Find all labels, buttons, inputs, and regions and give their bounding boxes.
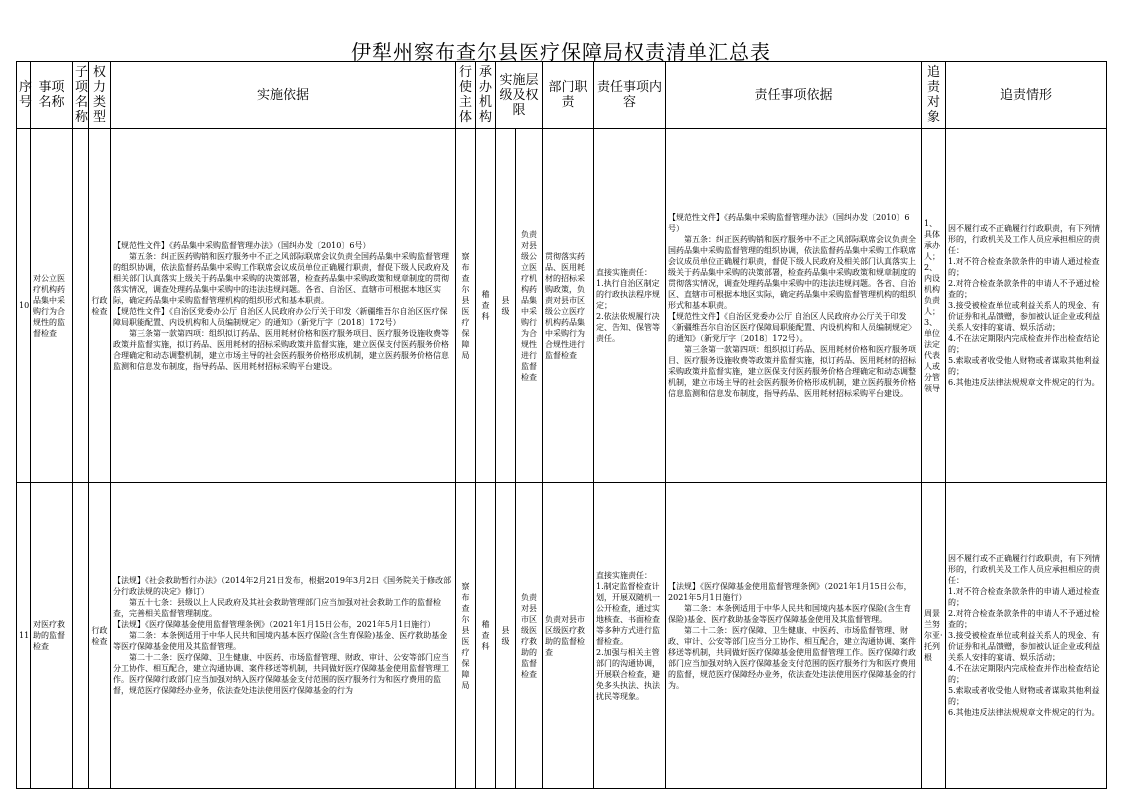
cell-seq: 10 bbox=[17, 129, 31, 483]
basis-ref: 【规范性文件】《自治区党委办公厅 自治区人民政府办公厅关于印发〈新疆维吾尔自治区医疗保障局职能配置、内设机构和人员编制规定〉的通知》（新党厅字〔2018〕172号） bbox=[113, 306, 448, 327]
cell-resp-content bbox=[594, 129, 666, 483]
basis-paragraph: 第二十二条：医疗保障、卫生健康、中医药、市场监督管理、财政、审计、公安等部门应当分工协作、相互配合，建立沟通协调、案件移送等机制，共同做好医疗保障基金使用监督管理工作。医疗保障行政部门应当加强对纳入医疗保障基金支付范围的医疗服务行为和医疗费用的监督，规范医疗保障经办业务，依法查处违法使用医疗保障基金的行为 bbox=[113, 653, 449, 695]
cell-sub-item bbox=[73, 129, 89, 483]
cell-acc-situation bbox=[946, 129, 1107, 483]
header-acc-situation: 追责情形 bbox=[946, 62, 1107, 129]
cell-item-name: 对医疗救助的监督检查 bbox=[31, 483, 73, 789]
cell-power-type: 行政检查 bbox=[89, 483, 111, 789]
basis-ref: 【规范性文件】《自治区党委办公厅 自治区人民政府办公厅关于印发〈新疆维吾尔自治区医疗保障局职能配置、内设机构和人员编制规定〉的通知》（新党厅字〔2018〕172号）。 bbox=[668, 312, 917, 343]
list-item: 2.加强与相关主管部门的沟通协调，开展联合检查，避免多头执法、执法扰民等现象。 bbox=[596, 647, 661, 701]
header-power-type: 权力类型 bbox=[89, 62, 111, 129]
page-title: 伊犁州察布查尔县医疗保障局权责清单汇总表 bbox=[351, 40, 771, 64]
table-header-row bbox=[17, 62, 1107, 129]
cell-acc-target: 1、具体承办人；2、内设机构负责人；3、单位法定代表人或分管领导 bbox=[922, 129, 946, 483]
header-subject: 行使主体 bbox=[456, 62, 476, 129]
list-item: 直接实施责任： bbox=[596, 268, 653, 277]
header-basis: 实施依据 bbox=[111, 62, 456, 129]
basis-ref: 【法规】《医疗保障基金使用监督管理条例》（2021年1月15日公布，2021年5月1日施行） bbox=[113, 620, 436, 629]
basis-ref: 【法规】《社会救助暂行办法》（2014年2月21日发布，根据2019年3月2日《国务院关于修改部分行政法规的决定》修订） bbox=[113, 576, 452, 596]
list-item: 2.对符合检查条款条件的申请人不予通过检查的； bbox=[948, 279, 1100, 299]
cell-dept-duty: 贯彻落实药品、医用耗材的招标采购政策，负责对县市区级公立医疗机构药品集中采购行为合规性进行监督检查 bbox=[543, 129, 594, 483]
cell-level-b: 负责对县级公立医疗机构药品集中采购行为合规性进行监督检查 bbox=[516, 129, 543, 483]
list-item: 直接实施责任： bbox=[596, 570, 653, 580]
list-item: 5.索取或者收受他人财物或者谋取其他利益的； bbox=[948, 686, 1100, 706]
cell-subject: 察布查尔县医疗保障局 bbox=[456, 129, 476, 483]
list-item: 1.制定监督检查计划，开展双随机一公开检查，通过实地核查、书面检查等多种方式进行监督检查。 bbox=[596, 581, 661, 646]
header-seq: 序号 bbox=[17, 62, 31, 129]
responsibility-table bbox=[16, 61, 1107, 789]
cell-sub-item bbox=[73, 483, 89, 789]
list-item: 2.依法依规履行决定、告知、保管等责任。 bbox=[596, 312, 661, 343]
cell-basis bbox=[111, 483, 456, 789]
list-item: 1.对不符合检查条款条件的申请人通过检查的； bbox=[948, 257, 1100, 277]
cell-seq: 11 bbox=[17, 483, 31, 789]
cell-level-a: 县级 bbox=[496, 483, 516, 789]
header-dept-duty: 部门职责 bbox=[543, 62, 594, 129]
cell-resp-basis bbox=[666, 129, 922, 483]
list-item: 6.其他违反法律法规规章文件规定的行为。 bbox=[948, 378, 1100, 387]
list-item: 3.接受被检查单位或利益关系人的现金、有价证券和礼品馈赠，参加被认证企业或利益关系人安排的宴请、娱乐活动； bbox=[948, 631, 1101, 662]
cell-resp-basis bbox=[666, 483, 922, 789]
table-row bbox=[17, 129, 1107, 483]
cell-resp-content bbox=[594, 483, 666, 789]
header-resp-content: 责任事项内容 bbox=[594, 62, 666, 129]
basis-paragraph: 第三条第一款第四项：组织拟订药品、医用耗材价格和医疗服务项目、医疗服务设施收费等政策并监督实施，拟订药品、医用耗材的招标采购政策并监督实施，建立医保支付医药服务价格合理确定和动态调整机制，建立市场主导的社会医药服务价格形成机制，建立医药服务价格信息监测和信息发布制度，指导药品、医用耗材招标采购平台建设。 bbox=[113, 328, 449, 371]
list-item: 1.执行自治区制定的行政执法程序规定； bbox=[596, 279, 661, 310]
list-item: 4.不在法定期限内完成检查并作出检查结论的； bbox=[948, 664, 1100, 684]
basis-paragraph: 第三条第一款第四项：组织拟订药品、医用耗材价格和医疗服务项目、医疗服务设施收费等政策并监督实施，拟订药品、医用耗材的招标采购政策并监督实施，建立医保支付医药服务价格合理确定和动态调整机制，建立市场主导的社会医药服务价格形成机制，建立医药服务价格信息监测和信息发布制度，指导药品、医用耗材招标采购平台建设。 bbox=[668, 345, 917, 398]
list-item: 2.对符合检查条款条件的申请人不予通过检查的； bbox=[948, 609, 1100, 629]
header-agency: 承办机构 bbox=[476, 62, 496, 129]
header-level: 实施层级及权限 bbox=[496, 62, 543, 129]
list-item: 5.索取或者收受他人财物或者谋取其他利益的； bbox=[948, 356, 1100, 376]
basis-paragraph: 第五十七条：县级以上人民政府及其社会救助管理部门应当加强对社会救助工作的监督检查，完善相关监督管理制度。 bbox=[113, 598, 441, 618]
list-item: 3.接受被检查单位或利益关系人的现金、有价证券和礼品馈赠，参加被认证企业或利益关系人安排的宴请、娱乐活动； bbox=[948, 301, 1101, 332]
basis-paragraph: 第二十二条：医疗保障、卫生健康、中医药、市场监督管理、财政、审计、公安等部门应当分工协作、相互配合，建立沟通协调、案件移送等机制，共同做好医疗保障基金使用监督管理工作。医疗保障行政部门应当加强对纳入医疗保障基金支付范围的医疗服务行为和医疗费用的监督，规范医疗保障经办业务，依法查处违法使用医疗保障基金的行为。 bbox=[668, 625, 917, 690]
cell-level-a: 县级 bbox=[496, 129, 516, 483]
basis-ref: 【法规】《医疗保障基金使用监督管理条例》（2021年1月15日公布，2021年5月1日施行） bbox=[668, 581, 912, 602]
header-acc-target: 追责对象 bbox=[922, 62, 946, 129]
basis-paragraph: 第二条：本条例适用于中华人民共和国境内基本医疗保险(含生育保险)基金、医疗救助基金等医疗保障基金使用及其监督管理。 bbox=[113, 631, 448, 651]
basis-ref: 【规范性文件】《药品集中采购监督管理办法》（国纠办发〔2010〕6号） bbox=[668, 213, 910, 233]
list-item: 6.其他违反法律法规规章文件规定的行为。 bbox=[948, 708, 1100, 717]
basis-paragraph: 第二条：本条例适用于中华人民共和国境内基本医疗保险(含生育保险)基金、医疗救助基金等医疗保障基金使用及其监督管理。 bbox=[668, 603, 912, 624]
basis-paragraph: 第五条：纠正医药购销和医疗服务中不正之风部际联席会议负责全国药品集中采购监督管理的组织协调，依法监督药品集中采购工作联席会议成员单位正确履行职责，督促下级人民政府及相关部门认真落实上级关于药品集中采购的决策部署，检查药品集中采购政策和规章制度的贯彻落实情况，调查处理药品集中采购中的违法违规问题。各省、自治区、直辖市可根据本地区实际，确定药品集中采购监督管理机构的组织形式和基本职责。 bbox=[668, 235, 917, 310]
list-item: 因不履行或不正确履行行政职责，有下列情形的，行政机关及工作人员应承担相应的责任： bbox=[948, 554, 1101, 585]
header-sub-item: 子项名称 bbox=[73, 62, 89, 129]
list-item: 4.不在法定期限内完成检查并作出检查结论的； bbox=[948, 334, 1100, 354]
list-item: 因不履行或不正确履行行政职责，有下列情形的，行政机关及工作人员应承担相应的责任： bbox=[948, 224, 1101, 255]
cell-acc-target: 周景兰努尔亚·托列根 bbox=[922, 483, 946, 789]
cell-item-name: 对公立医疗机构药品集中采购行为合规性的监督检查 bbox=[31, 129, 73, 483]
cell-agency: 稽查科 bbox=[476, 483, 496, 789]
basis-paragraph: 第五条：纠正医药购销和医疗服务中不正之风部际联席会议负责全国药品集中采购监督管理的组织协调，依法监督药品集中采购工作联席会议成员单位正确履行职责，督促下级人民政府及相关部门认真落实上级关于药品集中采购的决策部署，检查药品集中采购政策和规章制度的贯彻落实情况，调查处理药品集中采购中的违法违规问题。各省、自治区、直辖市可根据本地区实际，确定药品集中采购监督管理机构的组织形式和基本职责。 bbox=[113, 251, 449, 305]
header-resp-basis: 责任事项依据 bbox=[666, 62, 922, 129]
cell-agency: 稽查科 bbox=[476, 129, 496, 483]
basis-ref: 【规范性文件】《药品集中采购监督管理办法》（国纠办发〔2010〕6号） bbox=[113, 240, 371, 250]
table-row bbox=[17, 483, 1107, 789]
cell-basis bbox=[111, 129, 456, 483]
list-item: 1.对不符合检查条款条件的申请人通过检查的； bbox=[948, 587, 1100, 607]
cell-power-type: 行政检查 bbox=[89, 129, 111, 483]
cell-subject: 察布查尔县医疗保障局 bbox=[456, 483, 476, 789]
cell-level-b: 负责对县市区级医疗救助的监督检查 bbox=[516, 483, 543, 789]
cell-dept-duty: 负责对县市区级医疗救助的监督检查 bbox=[543, 483, 594, 789]
cell-acc-situation bbox=[946, 483, 1107, 789]
header-item-name: 事项名称 bbox=[31, 62, 73, 129]
